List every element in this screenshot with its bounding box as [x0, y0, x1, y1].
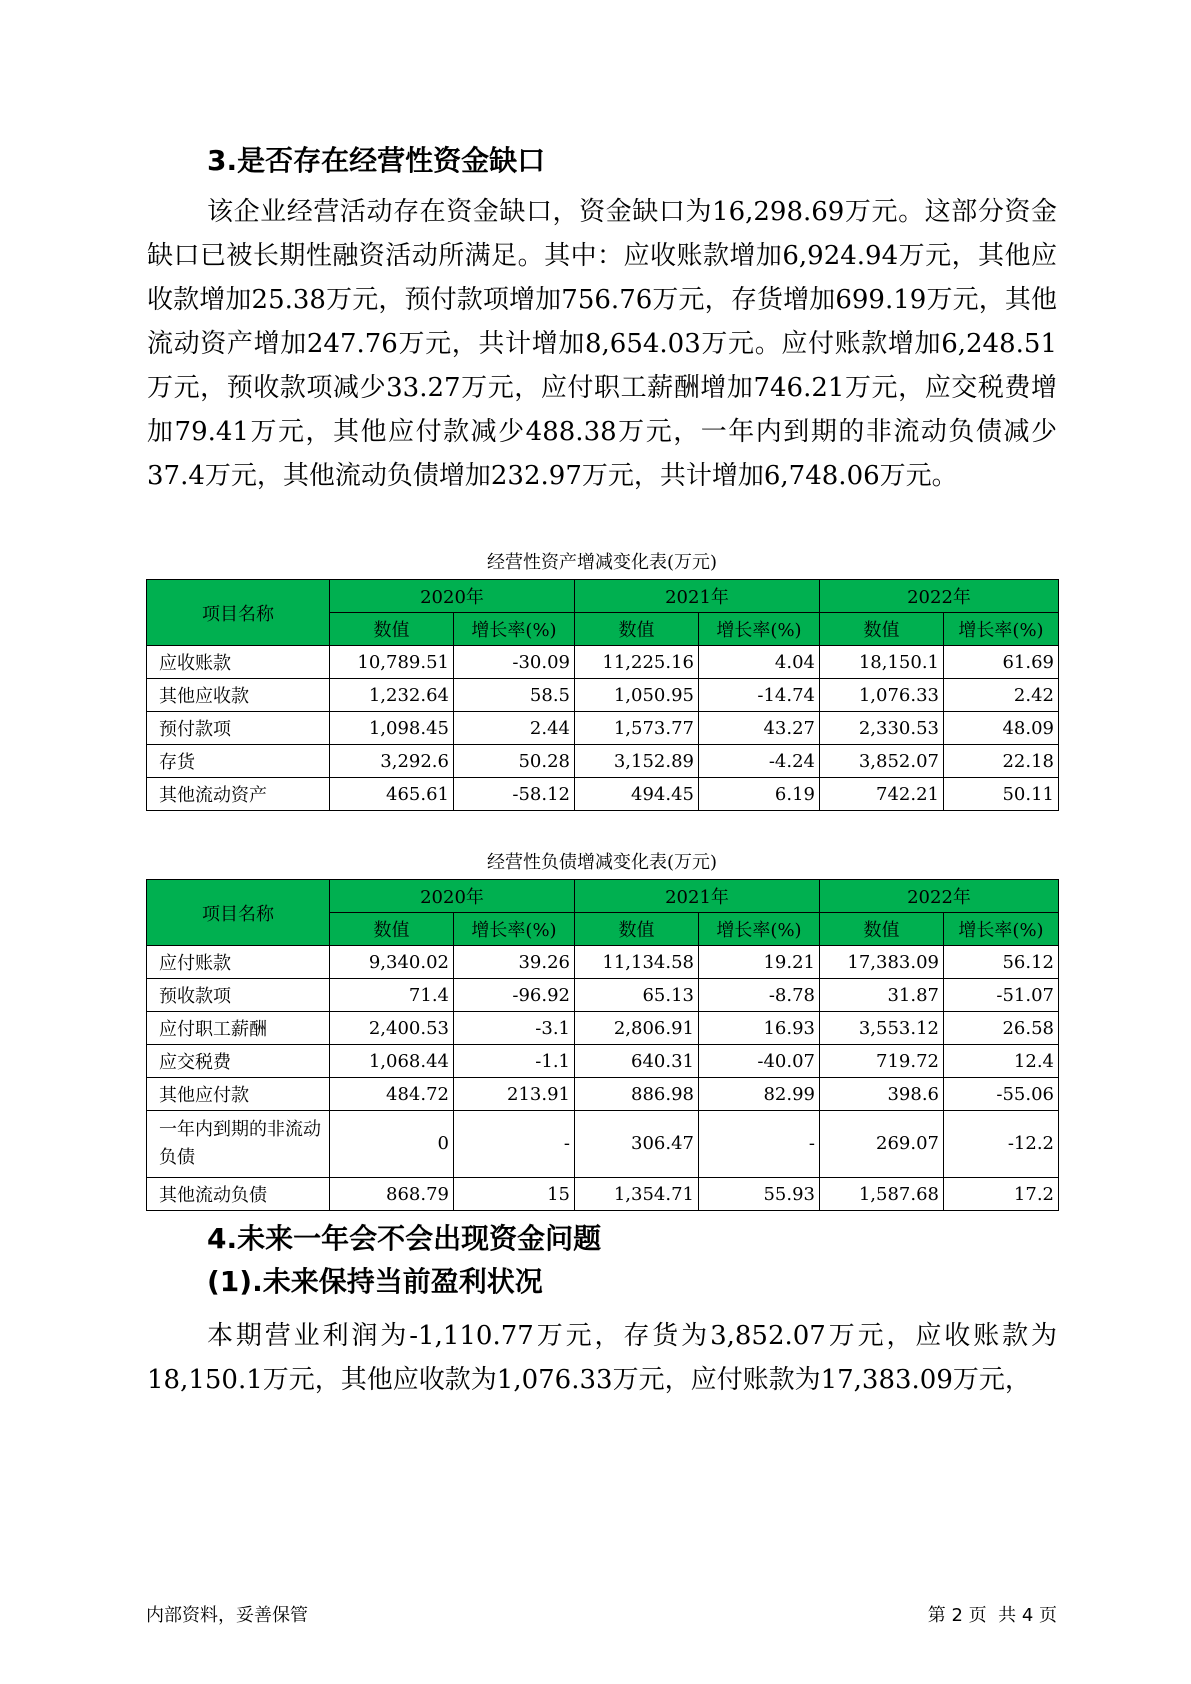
cell-value: 31.87 [820, 979, 944, 1012]
table-row [147, 646, 1059, 679]
header-value: 数值 [330, 913, 454, 946]
cell-value: 18,150.1 [820, 646, 944, 679]
cell-value: 719.72 [820, 1045, 944, 1078]
header-growth-rate: 增长率(%) [944, 613, 1059, 646]
table-row [147, 745, 1059, 778]
liability-table-caption: 经营性负债增减变化表(万元) [486, 852, 718, 873]
row-item-name: 一年内到期的非流动负债 [147, 1111, 330, 1178]
cell-value: 2,400.53 [330, 1012, 454, 1045]
cell-growth-rate: -96.92 [454, 979, 575, 1012]
cell-value: 1,232.64 [330, 679, 454, 712]
table-row [147, 946, 1059, 979]
row-item-name: 应交税费 [147, 1045, 330, 1078]
cell-growth-rate: 58.5 [454, 679, 575, 712]
header-value: 数值 [575, 613, 699, 646]
table-row [147, 679, 1059, 712]
cell-growth-rate: 213.91 [454, 1078, 575, 1111]
cell-growth-rate: -51.07 [944, 979, 1059, 1012]
cell-value: 484.72 [330, 1078, 454, 1111]
cell-growth-rate: 56.12 [944, 946, 1059, 979]
row-item-name: 预付款项 [147, 712, 330, 745]
cell-growth-rate: 12.4 [944, 1045, 1059, 1078]
cell-growth-rate: 2.44 [454, 712, 575, 745]
header-item-name: 项目名称 [147, 880, 330, 946]
cell-value: 11,225.16 [575, 646, 699, 679]
cell-value: 1,354.71 [575, 1178, 699, 1211]
header-item-name: 项目名称 [147, 580, 330, 646]
cell-growth-rate: -3.1 [454, 1012, 575, 1045]
cell-value: 3,852.07 [820, 745, 944, 778]
table-row [147, 1045, 1059, 1078]
footer-confidential-note: 内部资料，妥善保管 [146, 1605, 308, 1626]
header-year-2020: 2020年 [330, 580, 575, 613]
row-item-name: 应收账款 [147, 646, 330, 679]
cell-value: 3,292.6 [330, 745, 454, 778]
footer-page-number: 第 2 页 共 4 页 [927, 1605, 1057, 1626]
row-item-name: 其他流动负债 [147, 1178, 330, 1211]
cell-growth-rate: 19.21 [699, 946, 820, 979]
header-growth-rate: 增长率(%) [699, 913, 820, 946]
cell-growth-rate: 4.04 [699, 646, 820, 679]
cell-growth-rate: 15 [454, 1178, 575, 1211]
cell-growth-rate: - [454, 1111, 575, 1178]
header-year-2021: 2021年 [575, 580, 820, 613]
cell-growth-rate: 48.09 [944, 712, 1059, 745]
cell-value: 640.31 [575, 1045, 699, 1078]
row-item-name: 其他应收款 [147, 679, 330, 712]
header-year-2022: 2022年 [820, 880, 1059, 913]
row-item-name: 存货 [147, 745, 330, 778]
header-year-2020: 2020年 [330, 880, 575, 913]
cell-value: 1,098.45 [330, 712, 454, 745]
header-year-2021: 2021年 [575, 880, 820, 913]
row-item-name: 应付账款 [147, 946, 330, 979]
cell-value: 65.13 [575, 979, 699, 1012]
cell-value: 1,076.33 [820, 679, 944, 712]
cell-growth-rate: -12.2 [944, 1111, 1059, 1178]
cell-growth-rate: 82.99 [699, 1078, 820, 1111]
table-row [147, 979, 1059, 1012]
header-growth-rate: 增长率(%) [454, 913, 575, 946]
cell-value: 269.07 [820, 1111, 944, 1178]
cell-value: 398.6 [820, 1078, 944, 1111]
row-item-name: 预收款项 [147, 979, 330, 1012]
cell-value: 868.79 [330, 1178, 454, 1211]
cell-growth-rate: -55.06 [944, 1078, 1059, 1111]
cell-value: 3,152.89 [575, 745, 699, 778]
cell-growth-rate: -8.78 [699, 979, 820, 1012]
cell-growth-rate: 16.93 [699, 1012, 820, 1045]
cell-value: 465.61 [330, 778, 454, 811]
cell-growth-rate: 39.26 [454, 946, 575, 979]
row-item-name: 应付职工薪酬 [147, 1012, 330, 1045]
cell-value: 1,068.44 [330, 1045, 454, 1078]
cell-value: 3,553.12 [820, 1012, 944, 1045]
cell-growth-rate: 50.28 [454, 745, 575, 778]
cell-value: 1,050.95 [575, 679, 699, 712]
cell-value: 71.4 [330, 979, 454, 1012]
section-4-subheading: (1).未来保持当前盈利状况 [207, 1265, 543, 1298]
cell-value: 2,330.53 [820, 712, 944, 745]
row-item-name: 其他应付款 [147, 1078, 330, 1111]
section-4-heading: 4.未来一年会不会出现资金问题 [207, 1222, 602, 1255]
header-value: 数值 [575, 913, 699, 946]
asset-table-caption: 经营性资产增减变化表(万元) [486, 552, 718, 573]
cell-value: 17,383.09 [820, 946, 944, 979]
asset-change-table [146, 579, 1059, 811]
row-item-name: 其他流动资产 [147, 778, 330, 811]
cell-value: 9,340.02 [330, 946, 454, 979]
cell-growth-rate: 22.18 [944, 745, 1059, 778]
cell-growth-rate: 61.69 [944, 646, 1059, 679]
cell-growth-rate: -14.74 [699, 679, 820, 712]
table-row [147, 778, 1059, 811]
cell-growth-rate: 55.93 [699, 1178, 820, 1211]
header-growth-rate: 增长率(%) [454, 613, 575, 646]
header-growth-rate: 增长率(%) [944, 913, 1059, 946]
header-year-2022: 2022年 [820, 580, 1059, 613]
cell-growth-rate: -4.24 [699, 745, 820, 778]
header-value: 数值 [820, 913, 944, 946]
cell-growth-rate: -40.07 [699, 1045, 820, 1078]
cell-value: 0 [330, 1111, 454, 1178]
cell-value: 11,134.58 [575, 946, 699, 979]
cell-growth-rate: 26.58 [944, 1012, 1059, 1045]
cell-value: 886.98 [575, 1078, 699, 1111]
cell-growth-rate: - [699, 1111, 820, 1178]
cell-growth-rate: 2.42 [944, 679, 1059, 712]
table-row [147, 712, 1059, 745]
cell-value: 2,806.91 [575, 1012, 699, 1045]
cell-value: 10,789.51 [330, 646, 454, 679]
cell-growth-rate: -30.09 [454, 646, 575, 679]
cell-growth-rate: 43.27 [699, 712, 820, 745]
section-3-paragraph: 该企业经营活动存在资金缺口，资金缺口为16,298.69万元。这部分资金缺口已被长期性融资活动所满足。其中：应收账款增加6,924.94万元，其他应收款增加25.38万元，预付款项增加756.76万元，存货增加699.19万元，其他流动资产增加247.76万元，共计增加8,654.03万元。应付账款增加6,248.51万元，预收款项减少33.27万元，应付职工薪酬增加746.21万元，应交税费增加79.41万元，其他应付款减少488.38万元，一年内到期的非流动负债减少37.4万元，其他流动负债增加232.97万元，共计增加6,748.06万元。 [147, 197, 1057, 491]
cell-value: 1,587.68 [820, 1178, 944, 1211]
liability-change-table [146, 879, 1059, 1211]
header-value: 数值 [820, 613, 944, 646]
table-row [147, 1078, 1059, 1111]
header-value: 数值 [330, 613, 454, 646]
table-row [147, 1111, 1059, 1178]
table-row [147, 1178, 1059, 1211]
cell-growth-rate: -58.12 [454, 778, 575, 811]
section-4-paragraph: 本期营业利润为-1,110.77万元，存货为3,852.07万元，应收账款为18,150.1万元，其他应收款为1,076.33万元，应付账款为17,383.09万元， [147, 1321, 1057, 1395]
cell-growth-rate: 50.11 [944, 778, 1059, 811]
cell-growth-rate: 6.19 [699, 778, 820, 811]
table-row [147, 1012, 1059, 1045]
cell-growth-rate: -1.1 [454, 1045, 575, 1078]
header-growth-rate: 增长率(%) [699, 613, 820, 646]
section-3-heading: 3.是否存在经营性资金缺口 [207, 144, 546, 177]
cell-value: 306.47 [575, 1111, 699, 1178]
cell-value: 1,573.77 [575, 712, 699, 745]
cell-growth-rate: 17.2 [944, 1178, 1059, 1211]
cell-value: 742.21 [820, 778, 944, 811]
cell-value: 494.45 [575, 778, 699, 811]
